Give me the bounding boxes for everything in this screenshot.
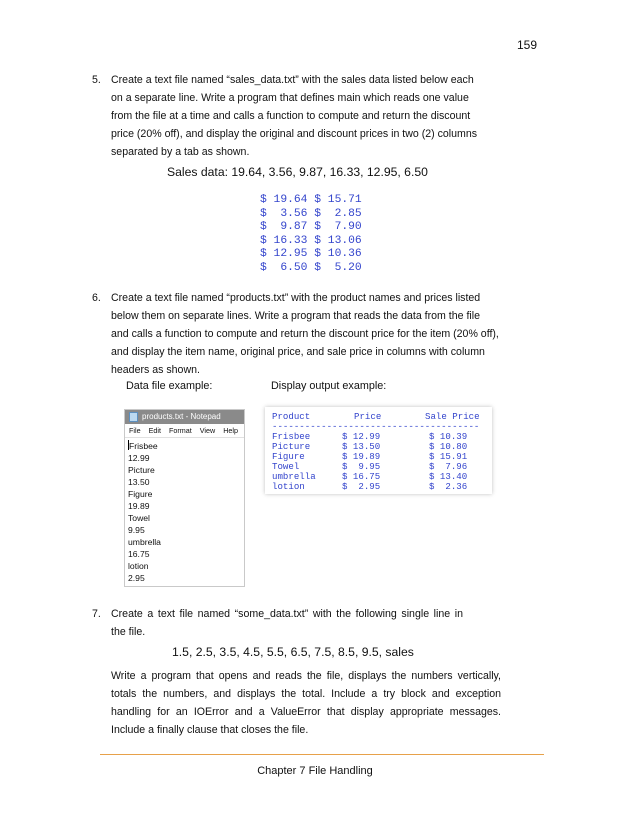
notepad-line: umbrella bbox=[128, 537, 161, 547]
cell-sale-price: $ 10.39 bbox=[429, 431, 468, 442]
notepad-line: 12.99 bbox=[128, 453, 150, 463]
notepad-line: Frisbee bbox=[129, 441, 158, 451]
cell-product: umbrella bbox=[272, 471, 316, 482]
notepad-line: 16.75 bbox=[128, 549, 150, 559]
notepad-menu-bar bbox=[125, 424, 244, 438]
cell-sale-price: $ 2.36 bbox=[429, 481, 468, 492]
notepad-icon bbox=[129, 412, 138, 422]
notepad-line: Figure bbox=[128, 489, 153, 499]
notepad-text-area[interactable] bbox=[125, 440, 244, 584]
cell-product: Frisbee bbox=[272, 431, 311, 442]
question-text-line: separated by a tab as shown. bbox=[111, 146, 250, 159]
footer-divider bbox=[100, 754, 544, 755]
question-number: 6. bbox=[92, 292, 101, 304]
menu-format[interactable]: Format bbox=[168, 426, 192, 435]
output-divider: -------------------------------------- bbox=[272, 421, 480, 432]
question-5 bbox=[92, 71, 501, 161]
notepad-title-bar bbox=[125, 410, 244, 424]
output-line: $ 3.56 $ 2.85 bbox=[260, 207, 362, 220]
data-file-label: Data file example: bbox=[126, 380, 213, 392]
page-number: 159 bbox=[516, 38, 537, 52]
some-data-line: 1.5, 2.5, 3.5, 4.5, 5.5, 6.5, 7.5, 8.5, 9.5, sales bbox=[172, 645, 414, 659]
question-text-line: Create a text file named “products.txt” with the product names and prices listed bbox=[111, 292, 481, 304]
question-text-line: on a separate line. Write a program that defines main which reads one value bbox=[111, 92, 469, 105]
cell-sale-price: $ 15.91 bbox=[429, 451, 468, 462]
cell-product: lotion bbox=[272, 481, 305, 492]
footer-chapter-title: Chapter 7 File Handling bbox=[257, 765, 373, 777]
cell-product: Towel bbox=[272, 461, 300, 472]
cell-price: $ 2.95 bbox=[342, 481, 381, 492]
question-number: 7. bbox=[92, 608, 101, 620]
notepad-line: 9.95 bbox=[128, 525, 145, 535]
header-sale-price: Sale Price bbox=[425, 411, 480, 422]
question-text-line: and display the item name, original price, and sale price in columns with column bbox=[111, 346, 485, 359]
cell-sale-price: $ 10.80 bbox=[429, 441, 468, 452]
cell-sale-price: $ 13.40 bbox=[429, 471, 468, 482]
display-output-label: Display output example: bbox=[271, 380, 387, 392]
question-text-line: price (20% off), and display the original and discount prices in two (2) columns bbox=[111, 128, 478, 141]
notepad-line: Picture bbox=[128, 465, 155, 475]
header-price: Price bbox=[354, 411, 382, 422]
products-output bbox=[265, 407, 492, 494]
cell-product: Picture bbox=[272, 441, 311, 452]
menu-edit[interactable]: Edit bbox=[148, 426, 161, 435]
cell-price: $ 9.95 bbox=[342, 461, 381, 472]
question-number: 5. bbox=[92, 74, 101, 86]
notepad-window bbox=[124, 409, 245, 587]
output-line: $ 9.87 $ 7.90 bbox=[260, 221, 362, 234]
cell-price: $ 12.99 bbox=[342, 431, 381, 442]
question-text-line: below them on separate lines. Write a program that reads the data from the file bbox=[111, 310, 481, 323]
header-product: Product bbox=[272, 411, 311, 422]
notepad-line: 19.89 bbox=[128, 501, 150, 511]
question-text-line: Create a text file named “sales_data.txt” with the sales data listed below each bbox=[111, 74, 474, 86]
sales-data-line: Sales data: 19.64, 3.56, 9.87, 16.33, 12.95, 6.50 bbox=[167, 165, 428, 179]
notepad-line: 2.95 bbox=[128, 573, 145, 583]
question-text-line: headers as shown. bbox=[111, 364, 200, 377]
question-7 bbox=[92, 605, 501, 641]
cell-sale-price: $ 7.96 bbox=[429, 461, 468, 472]
output-line: $ 12.95 $ 10.36 bbox=[260, 248, 362, 261]
cell-price: $ 13.50 bbox=[342, 441, 381, 452]
notepad-line: 13.50 bbox=[128, 477, 150, 487]
output-line: $ 16.33 $ 13.06 bbox=[260, 234, 362, 247]
question-text-line: Create a text file named “some_data.txt” with the following single line in bbox=[111, 608, 463, 620]
menu-file[interactable]: File bbox=[129, 426, 141, 435]
menu-help[interactable]: Help bbox=[223, 426, 238, 435]
output-line: $ 19.64 $ 15.71 bbox=[260, 194, 362, 206]
cell-product: Figure bbox=[272, 451, 305, 462]
output-line: $ 6.50 $ 5.20 bbox=[260, 261, 362, 274]
cell-price: $ 19.89 bbox=[342, 451, 381, 462]
question-text-line: and calls a function to compute and return the discount price for the item (20% off), bbox=[111, 328, 499, 341]
notepad-title: products.txt - Notepad bbox=[142, 412, 221, 421]
question-7-paragraph: Write a program that opens and reads the file, displays the numbers vertically, totals the numbers, and displays the total. Include a try block and exception handling for an IOError and a ValueError that display appropriate messages. Include a finally clause that closes the file. bbox=[111, 670, 501, 737]
notepad-line: Towel bbox=[128, 513, 150, 523]
question-6 bbox=[92, 289, 501, 379]
cell-price: $ 16.75 bbox=[342, 471, 381, 482]
sales-output bbox=[260, 194, 362, 276]
question-text-line: from the file at a time and calls a function to compute and return the discount bbox=[111, 110, 471, 123]
notepad-line: lotion bbox=[128, 561, 149, 571]
question-text-line: the file. bbox=[111, 626, 146, 639]
menu-view[interactable]: View bbox=[199, 426, 216, 435]
